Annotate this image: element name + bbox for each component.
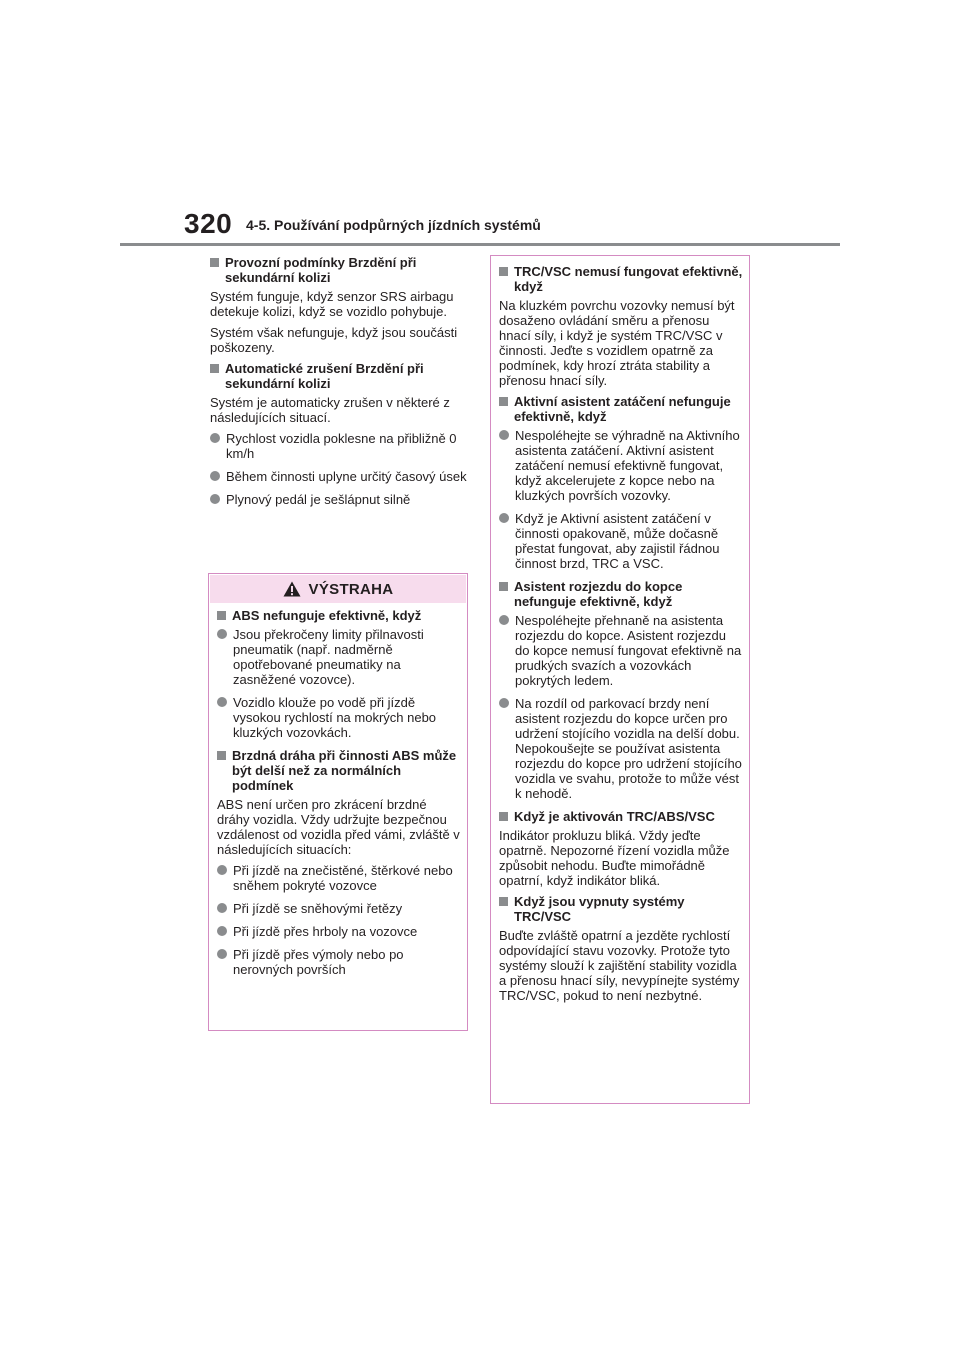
round-bullet-icon — [499, 698, 509, 708]
item-text: Během činnosti uplyne určitý časový úsek — [226, 469, 467, 484]
item-text: Plynový pedál je sešlápnut silně — [226, 492, 411, 507]
body-paragraph — [499, 828, 743, 888]
bullet-item — [217, 924, 461, 939]
item-text: Když je Aktivní asistent zatáčení v činnosti opakovaně, může dočasně přestat fungovat, aby zajistil řádnou činnost brzd, TRC a VSC. — [515, 511, 720, 571]
item-text: Při jízdě přes hrboly na vozovce — [233, 924, 418, 939]
item-text: Když je aktivován TRC/ABS/VSC — [514, 809, 715, 824]
bullet-item — [499, 696, 743, 801]
body-paragraph — [217, 797, 461, 857]
square-bullet-icon — [217, 611, 226, 620]
item-text: Na rozdíl od parkovací brzdy není asistent rozjezdu do kopce určen pro udržení stojícího vozidla na delší dobu. Nepokoušejte se používat asistenta rozjezdu do kopce pro udržení stojícího vozidla ve svahu, protože to může vést k nehodě. — [515, 696, 742, 801]
bullet-item — [217, 695, 461, 740]
chapter-title: 4-5. Používání podpůrných jízdních systémů — [246, 217, 541, 233]
header-divider — [120, 243, 840, 246]
item-text: Systém však nefunguje, když jsou součásti poškozeny. — [210, 325, 458, 355]
bullet-item — [217, 901, 461, 916]
square-bullet-icon — [210, 258, 219, 267]
square-bullet-icon — [499, 812, 508, 821]
bullet-item — [499, 511, 743, 571]
body-paragraph — [210, 395, 468, 425]
square-bullet-icon — [499, 397, 508, 406]
bullet-item — [217, 627, 461, 687]
bullet-item — [217, 947, 461, 977]
bullet-item — [210, 431, 468, 461]
item-text: Na kluzkém povrchu vozovky nemusí být dosaženo ovládání směru a přenosu hnací síly, i když je systém TRC/VSC v činnosti. Jeďte s vozidlem opatrně za podmínek, kdy hrozí ztráta stability a přenosu hnací síly. — [499, 298, 735, 388]
item-text: Nespoléhejte přehnaně na asistenta rozjezdu do kopce. Asistent rozjezdu do kopce nemusí fungovat efektivně na prudkých svazích a vozovkách pokrytých ledem. — [515, 613, 742, 688]
round-bullet-icon — [210, 494, 220, 504]
warning-title: VÝSTRAHA — [308, 580, 394, 598]
section-heading — [499, 579, 743, 609]
item-text: Rychlost vozidla poklesne na přibližně 0 km/h — [226, 431, 457, 461]
item-text: Systém je automaticky zrušen v některé z následujících situací. — [210, 395, 450, 425]
square-bullet-icon — [210, 364, 219, 373]
page-number: 320 — [184, 208, 233, 239]
round-bullet-icon — [499, 615, 509, 625]
round-bullet-icon — [217, 926, 227, 936]
item-text: Jsou překročeny limity přilnavosti pneumatik (např. nadměrně opotřebované pneumatiky na zasněžené vozovce). — [233, 627, 424, 687]
item-text: Vozidlo klouže po vodě při jízdě vysokou rychlostí na mokrých nebo kluzkých vozovkách. — [233, 695, 437, 740]
bullet-item — [499, 428, 743, 503]
warning-header — [210, 575, 466, 603]
bullet-item — [499, 613, 743, 688]
item-text: Indikátor prokluzu bliká. Vždy jeďte opatrně. Nepozorné řízení vozidla může způsobit nehodu. Buďte mimořádně opatrní, když indikátor bliká. — [499, 828, 730, 888]
round-bullet-icon — [217, 629, 227, 639]
round-bullet-icon — [217, 903, 227, 913]
item-text: Provozní podmínky Brzdění při sekundární kolizi — [225, 255, 417, 285]
square-bullet-icon — [217, 751, 226, 760]
item-text: Když jsou vypnuty systémy TRC/VSC — [514, 894, 685, 924]
item-text: Asistent rozjezdu do kopce nefunguje efektivně, když — [514, 579, 683, 609]
square-bullet-icon — [499, 267, 508, 276]
square-bullet-icon — [499, 582, 508, 591]
item-text: Automatické zrušení Brzdění při sekundární kolizi — [225, 361, 424, 391]
section-heading — [217, 748, 461, 793]
body-paragraph — [210, 325, 468, 355]
body-paragraph — [210, 289, 468, 319]
section-heading — [499, 394, 743, 424]
round-bullet-icon — [499, 513, 509, 523]
item-text: TRC/VSC nemusí fungovat efektivně, když — [514, 264, 743, 294]
body-paragraph — [499, 928, 743, 1003]
section-heading — [217, 608, 461, 623]
round-bullet-icon — [217, 949, 227, 959]
item-text: Při jízdě se sněhovými řetězy — [233, 901, 403, 916]
caution-box — [490, 255, 750, 1104]
warning-body — [209, 604, 467, 977]
item-text: Systém funguje, když senzor SRS airbagu detekuje kolizi, když se vozidlo pohybuje. — [210, 289, 454, 319]
section-heading — [499, 894, 743, 924]
bullet-item — [210, 469, 468, 484]
item-text: Při jízdě přes výmoly nebo po nerovných površích — [233, 947, 404, 977]
round-bullet-icon — [210, 433, 220, 443]
bullet-item — [210, 492, 468, 507]
section-heading — [499, 264, 743, 294]
left-column — [210, 255, 468, 515]
item-text: ABS není určen pro zkrácení brzdné dráhy vozidla. Vždy udržujte bezpečnou vzdálenost od vozidla před vámi, zvláště v následujících situacích: — [217, 797, 460, 857]
section-heading — [210, 361, 468, 391]
item-text: Buďte zvláště opatrní a jezděte rychlostí odpovídající stavu vozovky. Protože tyto systémy slouží k zajištění stability vozidla a přenosu hnací síly, nevypínejte systémy TRC/VSC, pokud to není nezbytné. — [499, 928, 740, 1003]
warning-box — [208, 573, 468, 1031]
square-bullet-icon — [499, 897, 508, 906]
section-heading — [210, 255, 468, 285]
section-heading — [499, 809, 743, 824]
round-bullet-icon — [217, 865, 227, 875]
round-bullet-icon — [210, 471, 220, 481]
round-bullet-icon — [217, 697, 227, 707]
item-text: ABS nefunguje efektivně, když — [232, 608, 422, 623]
item-text: Při jízdě na znečistěné, štěrkové nebo sněhem pokryté vozovce — [233, 863, 453, 893]
item-text: Aktivní asistent zatáčení nefunguje efektivně, když — [514, 394, 731, 424]
body-paragraph — [499, 298, 743, 388]
item-text: Brzdná dráha při činnosti ABS může být delší než za normálních podmínek — [232, 748, 457, 793]
warning-triangle-icon — [283, 581, 301, 597]
bullet-item — [217, 863, 461, 893]
item-text: Nespoléhejte se výhradně na Aktivního asistenta zatáčení. Aktivní asistent zatáčení nemusí efektivně fungovat, když akcelerujete z kopce nebo na kluzkých površích vozovky. — [515, 428, 740, 503]
round-bullet-icon — [499, 430, 509, 440]
